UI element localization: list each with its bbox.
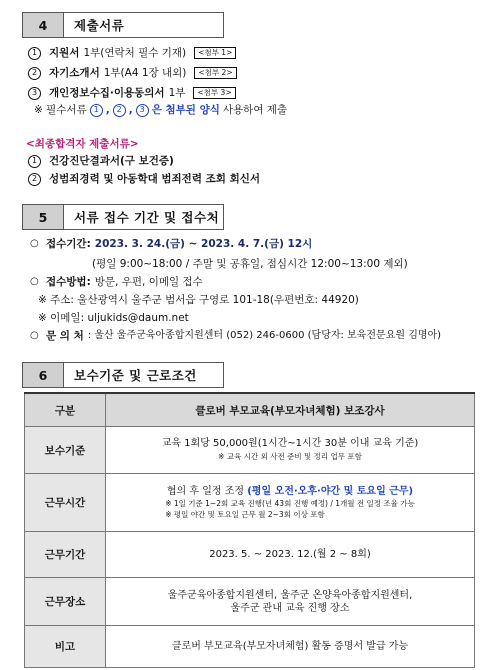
attachment-tag: <첨부 1> [194,47,236,59]
email-line [38,311,189,325]
section-number: 6 [23,363,64,387]
circled-number: 2 [28,67,41,80]
circled-number: 3 [28,87,41,100]
table-header-row [25,393,475,427]
circled-number: 2 [113,104,126,117]
period-label: 접수기간: [46,238,91,250]
period-line [30,237,312,251]
header-label: 구분 [25,393,106,427]
final-docs-title [26,137,139,151]
row-label: 근무기간 [25,532,106,578]
doc-detail: 1부(연락처 필수 기재) [83,47,187,59]
place-line: 울주군 관내 교육 진행 장소 [230,602,350,614]
section6-header [22,362,224,388]
doc-item-3 [28,86,236,100]
section-number: 5 [23,205,64,229]
row-label: 보수기준 [25,427,106,474]
hours-note: ※ 평일 야간 및 토요일 근무 월 2~3회 이상 포함 [165,509,325,519]
address-line [38,293,359,307]
method-line [30,275,203,289]
contact-label: 문 의 처 [46,330,84,342]
section-number: 4 [23,13,64,37]
hours-line [112,485,468,498]
doc-item-1 [28,46,236,60]
row-value [106,474,475,532]
period-sub [92,257,408,271]
attachment-tag: <첨부 2> [194,67,236,79]
row-value [106,427,475,474]
contact-value: : 울산 울주군육아종합지원센터 (052) 246-0600 (담당자: 보육전문요원 김명아) [87,330,442,341]
hours-highlight: (평일 오전·오후·야간 및 토요일 근무) [247,485,414,497]
doc-name: 개인정보수집·이용동의서 [49,87,165,99]
doc-name: 지원서 [49,47,80,59]
final-doc-item-2 [28,172,260,186]
section-title: 제출서류 [74,18,125,33]
row-value: 클로버 부모교육(부모자녀체험) 활동 증명서 발급 가능 [106,626,475,668]
header-value: 클로버 부모교육(부모자녀체험) 보조강사 [106,393,475,427]
final-doc-text: 성범죄경력 및 아동학대 범죄전력 조회 회신서 [49,173,260,185]
table-row [25,427,475,474]
required-docs-note: ※ 필수서류 1 , 2 , 3 은 첨부된 양식 사용하여 제출 [34,104,288,116]
hours-text: 협의 후 일정 조정 [166,485,245,497]
doc-detail: 1부 [168,87,186,99]
pay-note: ※ 교육 시간 외 사전 준비 및 정리 업무 포함 [218,452,362,461]
section-title: 보수기준 및 근로조건 [74,368,197,383]
final-doc-text: 건강진단결과서(구 보건증) [49,155,174,167]
period-value: 2023. 3. 24.(금) ~ 2023. 4. 7.(금) 12시 [94,238,313,250]
hours-note: ※ 1일 기준 1~2회 교육 진행(년 43회 진행 예정) / 1개월 전 일정 조율 가능 [165,498,415,508]
row-label: 비고 [25,626,106,668]
email-text: ※ 이메일: uljukids@daum.net [38,312,189,324]
circle-bullet-icon: ○ [30,276,39,287]
row-value [106,578,475,626]
method-value: 방문, 우편, 이메일 접수 [94,276,203,288]
circle-bullet-icon: ○ [30,238,39,249]
place-line: 울주군육아종합지원센터, 울주군 온양육아종합지원센터, [167,589,413,601]
doc-name: 자기소개서 [49,67,100,79]
circled-number: 1 [90,104,103,117]
method-label: 접수방법: [46,276,91,288]
circled-number: 1 [28,155,41,168]
final-doc-item-1 [28,154,174,168]
doc-detail: 1부(A4 1장 내외) [103,67,187,79]
doc-item-2 [28,66,237,80]
period-hours: (평일 9:00~18:00 / 주말 및 공휴일, 점심시간 12:00~13:00 제외) [92,258,408,270]
note-prefix: ※ 필수서류 [34,104,87,116]
section5-header [22,204,224,230]
row-label: 근무장소 [25,578,106,626]
note-highlight: 은 첨부된 양식 [151,104,220,116]
circled-number: 2 [28,173,41,186]
final-docs-heading: <최종합격자 제출서류> [26,138,139,150]
table-row [25,626,475,668]
contact-line [30,329,441,343]
pay-line: 교육 1회당 50,000원(1시간~1시간 30분 이내 교육 기준) [161,438,419,449]
circled-number: 1 [28,47,41,60]
row-label: 근무시간 [25,474,106,532]
address-text: ※ 주소: 울산광역시 울주군 범서읍 구영로 101-18(우편번호: 44920) [38,294,359,306]
attachment-tag: <첨부 3> [193,87,235,99]
section-title: 서류 접수 기간 및 접수처 [74,210,220,225]
note-suffix: 사용하여 제출 [222,104,288,116]
table-row [25,474,475,532]
table-row [25,532,475,578]
pay-conditions-table [24,392,475,668]
circle-bullet-icon: ○ [30,330,39,341]
circled-number: 3 [136,104,149,117]
row-value: 2023. 5. ~ 2023. 12.(월 2 ~ 8회) [106,532,475,578]
section4-header [22,12,224,38]
table-row [25,578,475,626]
